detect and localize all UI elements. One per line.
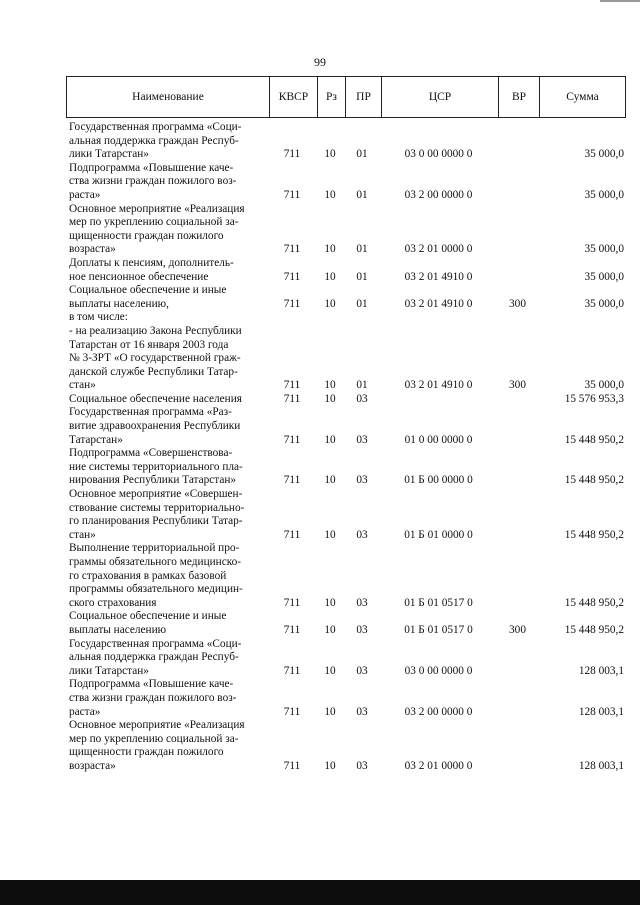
- row-name-line: ства жизни граждан пожилого воз-: [69, 175, 237, 188]
- rz-value: 10: [324, 270, 336, 283]
- table-row: [66, 257, 626, 284]
- row-name-line: ствование системы территориально-: [69, 501, 245, 514]
- kvsr-value: 711: [283, 623, 301, 636]
- pr-value: 03: [356, 623, 368, 636]
- row-name: [66, 638, 268, 679]
- row-name-line: выплаты населению,: [69, 297, 169, 310]
- sum-value: 35 000,0: [584, 379, 624, 392]
- row-name-line: стан»: [69, 528, 96, 541]
- row-name-line: Татарстан от 16 января 2003 года: [69, 338, 229, 351]
- rz-value: 10: [324, 148, 336, 161]
- csr-value: 03 2 01 0000 0: [404, 243, 473, 256]
- table-row: [66, 121, 626, 162]
- row-codes: [268, 529, 626, 543]
- sum-value: 15 448 950,2: [564, 623, 624, 636]
- table-row: [66, 488, 626, 542]
- vr-value: [497, 189, 538, 203]
- rz-value: 10: [324, 623, 336, 636]
- row-name-line: Татарстан»: [69, 433, 123, 446]
- sum-value: 15 448 950,2: [564, 433, 624, 446]
- row-name-line: альная поддержка граждан Респуб-: [69, 651, 239, 664]
- row-name-line: Доплаты к пенсиям, дополнитель-: [69, 256, 234, 269]
- row-name-line: альная поддержка граждан Респуб-: [69, 134, 239, 147]
- table-row: [66, 638, 626, 679]
- row-codes: [268, 271, 626, 285]
- kvsr-value: 711: [283, 705, 301, 718]
- row-name-line: раста»: [69, 705, 101, 718]
- vr-value: 300: [509, 379, 526, 392]
- sum-value: 35 000,0: [584, 243, 624, 256]
- row-codes: [268, 624, 626, 638]
- pr-value: 03: [356, 664, 368, 677]
- row-name-line: выплаты населению: [69, 623, 167, 636]
- vr-value: [497, 529, 538, 543]
- pr-value: 03: [356, 596, 368, 609]
- rz-value: 10: [324, 188, 336, 201]
- table-row: [66, 203, 626, 257]
- vr-value: [497, 665, 538, 679]
- csr-value: 03 0 00 0000 0: [404, 148, 473, 161]
- pr-value: 03: [356, 474, 368, 487]
- row-name-line: граммы обязательного медицинско-: [69, 556, 242, 568]
- rz-value: 10: [324, 664, 336, 677]
- row-name-line: Подпрограмма «Повышение каче-: [69, 678, 234, 691]
- row-name-line: нирования Республики Татарстан»: [69, 474, 237, 487]
- kvsr-value: 711: [283, 379, 301, 392]
- row-name: [66, 203, 268, 257]
- row-name: [66, 257, 268, 284]
- pr-value: 01: [356, 379, 368, 392]
- csr-value: 01 Б 00 0000 0: [404, 474, 473, 487]
- table-header: [66, 76, 626, 118]
- row-codes: [268, 597, 626, 611]
- header-vr: ВР: [498, 77, 539, 117]
- row-name-line: Подпрограмма «Повышение каче-: [69, 161, 234, 174]
- csr-value: 03 2 01 4910 0: [404, 379, 473, 392]
- rz-value: 10: [324, 528, 336, 541]
- row-name-line: лики Татарстан»: [69, 148, 149, 161]
- row-name-line: го страхования в рамках базовой: [69, 569, 227, 582]
- row-name-line: щищенности граждан пожилого: [69, 229, 224, 242]
- row-name-line: в том числе:: [69, 311, 128, 324]
- table-row: [66, 162, 626, 203]
- vr-value: [497, 148, 538, 162]
- row-name-line: мер по укреплению социальной за-: [69, 216, 239, 229]
- vr-value: 300: [509, 297, 526, 310]
- row-name: [66, 406, 268, 447]
- rz-value: 10: [324, 379, 336, 392]
- row-codes: [268, 148, 626, 162]
- rz-value: 10: [324, 759, 336, 772]
- pr-value: 01: [356, 297, 368, 310]
- row-name-line: ние системы территориального пла-: [69, 460, 243, 473]
- row-codes: [268, 760, 626, 774]
- vr-value: [497, 393, 538, 407]
- kvsr-value: 711: [283, 664, 301, 677]
- pr-value: 03: [356, 759, 368, 772]
- rz-value: 10: [324, 297, 336, 310]
- scan-bottom-bar: [0, 880, 640, 905]
- row-codes: [268, 474, 626, 488]
- row-name-line: возраста»: [69, 759, 116, 772]
- row-name: [66, 542, 268, 610]
- sum-value: 35 000,0: [584, 188, 624, 201]
- table-row: [66, 406, 626, 447]
- csr-value: [380, 393, 497, 407]
- row-name-line: раста»: [69, 188, 101, 201]
- row-name-line: щищенности граждан пожилого: [69, 746, 224, 759]
- row-name-line: возраста»: [69, 243, 116, 256]
- row-codes: [268, 665, 626, 679]
- sum-value: 128 003,1: [578, 759, 624, 772]
- rz-value: 10: [324, 474, 336, 487]
- scan-edge-mark: [600, 0, 640, 2]
- row-name-line: Государственная программа «Соци-: [69, 121, 242, 133]
- csr-value: 03 2 00 0000 0: [404, 188, 473, 201]
- pr-value: 01: [356, 270, 368, 283]
- kvsr-value: 711: [283, 270, 301, 283]
- row-codes: [268, 298, 626, 312]
- row-name-line: Основное мероприятие «Совершен-: [69, 488, 243, 501]
- kvsr-value: 711: [283, 392, 301, 405]
- csr-value: 03 2 01 4910 0: [404, 297, 473, 310]
- row-name-line: ства жизни граждан пожилого воз-: [69, 691, 237, 704]
- rz-value: 10: [324, 705, 336, 718]
- row-codes: [268, 243, 626, 257]
- row-name-line: Выполнение территориальной про-: [69, 542, 240, 555]
- vr-value: 300: [509, 623, 526, 636]
- row-name: [66, 488, 268, 542]
- pr-value: 03: [356, 433, 368, 446]
- row-name: [66, 284, 268, 311]
- row-codes: [268, 434, 626, 448]
- csr-value: 03 2 01 4910 0: [404, 270, 473, 283]
- row-name-line: Основное мероприятие «Реализация: [69, 202, 245, 215]
- row-name: [66, 121, 268, 162]
- csr-value: 03 2 00 0000 0: [404, 705, 473, 718]
- table-row: [66, 678, 626, 719]
- sum-value: 15 448 950,2: [564, 596, 624, 609]
- table-row: [66, 610, 626, 637]
- vr-value: [497, 434, 538, 448]
- row-name-line: Государственная программа «Соци-: [69, 637, 242, 650]
- row-name: [66, 325, 268, 393]
- csr-value: 01 0 00 0000 0: [404, 433, 473, 446]
- row-name-line: витие здравоохранения Республики: [69, 420, 241, 433]
- row-name-line: ное пенсионное обеспечение: [69, 270, 209, 283]
- row-name-line: мер по укреплению социальной за-: [69, 732, 239, 745]
- header-sum: Сумма: [539, 77, 625, 117]
- budget-table-body: [66, 121, 626, 774]
- csr-value: 03 2 01 0000 0: [404, 759, 473, 772]
- kvsr-value: 711: [283, 528, 301, 541]
- sum-value: 128 003,1: [578, 664, 624, 677]
- row-name-line: Социальное обеспечение населения: [69, 392, 242, 405]
- pr-value: 01: [356, 148, 368, 161]
- table-row: [66, 719, 626, 773]
- row-name: [66, 162, 268, 203]
- row-name-line: Подпрограмма «Совершенствова-: [69, 447, 233, 460]
- rz-value: 10: [324, 596, 336, 609]
- rz-value: 10: [324, 433, 336, 446]
- pr-value: 01: [356, 188, 368, 201]
- pr-value: 03: [356, 705, 368, 718]
- vr-value: [497, 760, 538, 774]
- row-name-line: Социальное обеспечение и иные: [69, 284, 227, 297]
- sum-value: 128 003,1: [578, 705, 624, 718]
- table-row: [66, 325, 626, 393]
- kvsr-value: 711: [283, 188, 301, 201]
- table-row: [66, 393, 626, 407]
- row-codes: [268, 393, 626, 407]
- vr-value: [497, 597, 538, 611]
- page-number: 99: [314, 55, 326, 69]
- row-name-line: № 3-ЗРТ «О государственной граж-: [69, 352, 241, 365]
- csr-value: 01 Б 01 0000 0: [404, 528, 473, 541]
- row-name-line: Социальное обеспечение и иные: [69, 610, 227, 623]
- row-name-line: стан»: [69, 379, 96, 392]
- vr-value: [497, 474, 538, 488]
- csr-value: 03 0 00 0000 0: [404, 664, 473, 677]
- sum-value: 35 000,0: [584, 270, 624, 283]
- header-name: Наименование: [132, 91, 204, 103]
- row-name-line: го планирования Республики Татар-: [69, 515, 243, 528]
- row-name: [66, 610, 268, 637]
- row-name: [66, 719, 268, 773]
- sum-value: 15 448 950,2: [564, 528, 624, 541]
- rz-value: 10: [324, 392, 336, 405]
- row-codes: [268, 379, 626, 393]
- kvsr-value: 711: [283, 759, 301, 772]
- table-row: [66, 311, 626, 325]
- pr-value: 03: [356, 392, 368, 405]
- row-name: [66, 447, 268, 488]
- row-codes: [268, 189, 626, 203]
- kvsr-value: 711: [283, 297, 301, 310]
- row-name-line: данской службе Республики Татар-: [69, 365, 238, 378]
- row-name-line: программы обязательного медицин-: [69, 583, 243, 596]
- row-name-line: лики Татарстан»: [69, 664, 149, 677]
- row-name: [66, 678, 268, 719]
- kvsr-value: 711: [283, 148, 301, 161]
- header-csr: ЦСР: [381, 77, 498, 117]
- vr-value: [497, 706, 538, 720]
- row-codes: [268, 706, 626, 720]
- table-row: [66, 447, 626, 488]
- table-row: [66, 542, 626, 610]
- kvsr-value: 711: [283, 243, 301, 256]
- sum-value: 35 000,0: [584, 148, 624, 161]
- sum-value: 35 000,0: [584, 297, 624, 310]
- csr-value: 01 Б 01 0517 0: [404, 596, 473, 609]
- pr-value: 03: [356, 528, 368, 541]
- header-kvsr: КВСР: [269, 77, 317, 117]
- header-pr: ПР: [345, 77, 381, 117]
- csr-value: 01 Б 01 0517 0: [404, 623, 473, 636]
- kvsr-value: 711: [283, 433, 301, 446]
- kvsr-value: 711: [283, 474, 301, 487]
- row-name: [66, 311, 268, 325]
- header-rz: Рз: [317, 77, 345, 117]
- pr-value: 01: [356, 243, 368, 256]
- vr-value: [497, 243, 538, 257]
- table-row: [66, 284, 626, 311]
- row-name-line: Государственная программа «Раз-: [69, 406, 232, 419]
- sum-value: 15 448 950,2: [564, 474, 624, 487]
- kvsr-value: 711: [283, 596, 301, 609]
- row-name-line: - на реализацию Закона Республики: [69, 324, 242, 337]
- row-name: [66, 393, 268, 407]
- rz-value: 10: [324, 243, 336, 256]
- row-name-line: Основное мероприятие «Реализация: [69, 719, 245, 732]
- sum-value: 15 576 953,3: [564, 392, 624, 405]
- vr-value: [497, 271, 538, 285]
- row-name-line: ского страхования: [69, 596, 157, 609]
